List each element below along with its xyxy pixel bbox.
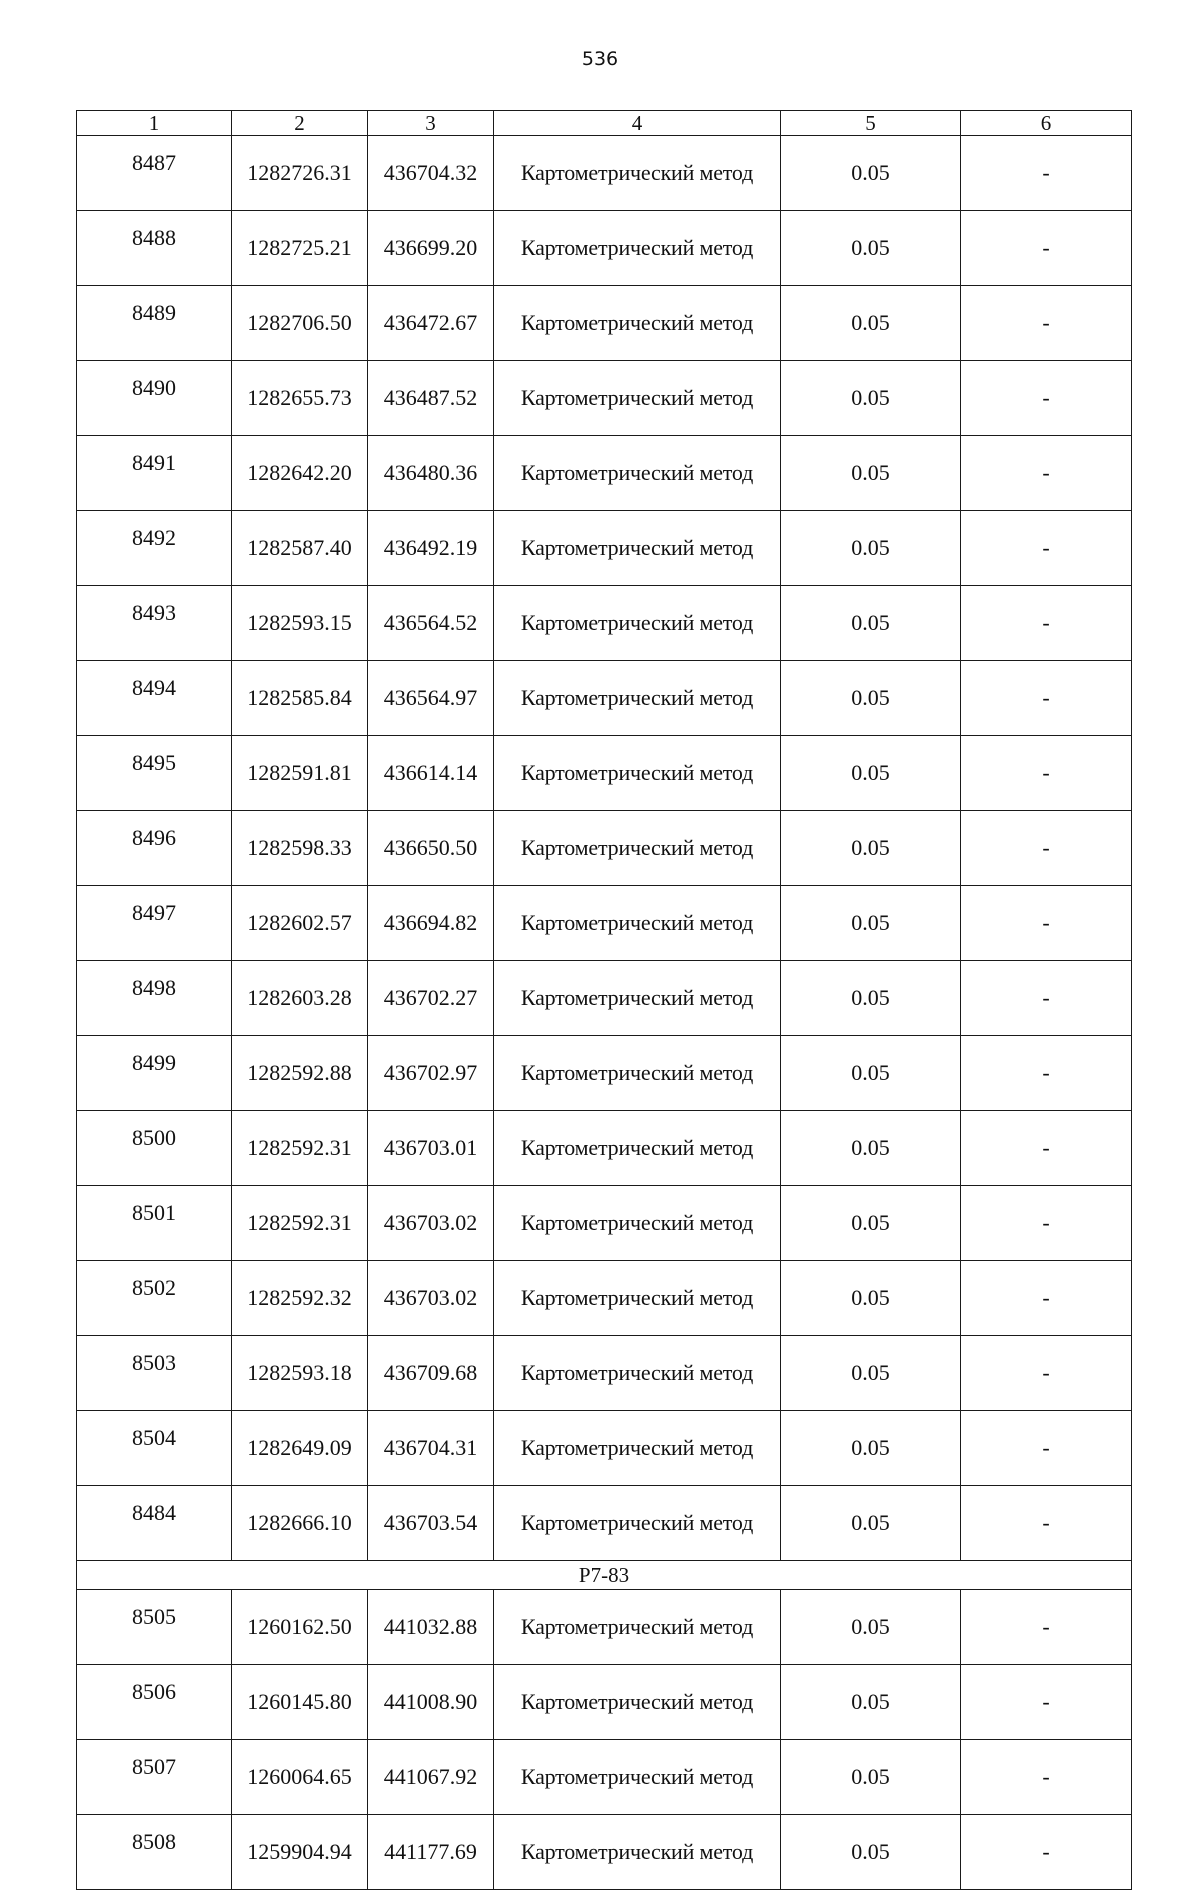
accuracy-cell: 0.05 [781, 1261, 961, 1336]
table-row [77, 586, 1132, 661]
y-coordinate-cell: 436614.14 [368, 736, 494, 811]
x-coordinate-cell: 1282598.33 [232, 811, 368, 886]
column-header: 6 [961, 111, 1132, 136]
y-coordinate-cell: 436480.36 [368, 436, 494, 511]
x-coordinate-cell: 1282603.28 [232, 961, 368, 1036]
accuracy-cell: 0.05 [781, 886, 961, 961]
note-cell: - [961, 1590, 1132, 1665]
accuracy-cell: 0.05 [781, 1336, 961, 1411]
table-body [77, 136, 1132, 1890]
accuracy-cell: 0.05 [781, 1665, 961, 1740]
x-coordinate-cell: 1282666.10 [232, 1486, 368, 1561]
accuracy-cell: 0.05 [781, 811, 961, 886]
y-coordinate-cell: 436704.32 [368, 136, 494, 211]
x-coordinate-cell: 1282649.09 [232, 1411, 368, 1486]
x-coordinate-cell: 1282587.40 [232, 511, 368, 586]
accuracy-cell: 0.05 [781, 211, 961, 286]
point-number-cell: 8493 [77, 586, 232, 661]
point-number-cell: 8488 [77, 211, 232, 286]
point-number-cell: 8494 [77, 661, 232, 736]
y-coordinate-cell: 441177.69 [368, 1815, 494, 1890]
note-cell: - [961, 1815, 1132, 1890]
note-cell: - [961, 586, 1132, 661]
method-cell: Картометрический метод [494, 661, 781, 736]
note-cell: - [961, 961, 1132, 1036]
table-row [77, 1486, 1132, 1561]
note-cell: - [961, 1665, 1132, 1740]
method-cell: Картометрический метод [494, 961, 781, 1036]
note-cell: - [961, 1411, 1132, 1486]
table-row [77, 1411, 1132, 1486]
note-cell: - [961, 511, 1132, 586]
table-row [77, 1815, 1132, 1890]
x-coordinate-cell: 1282592.31 [232, 1111, 368, 1186]
method-cell: Картометрический метод [494, 1111, 781, 1186]
table-row [77, 1111, 1132, 1186]
method-cell: Картометрический метод [494, 1815, 781, 1890]
accuracy-cell: 0.05 [781, 436, 961, 511]
method-cell: Картометрический метод [494, 736, 781, 811]
note-cell: - [961, 1111, 1132, 1186]
accuracy-cell: 0.05 [781, 1815, 961, 1890]
table-row [77, 1336, 1132, 1411]
method-cell: Картометрический метод [494, 1036, 781, 1111]
table-row [77, 811, 1132, 886]
x-coordinate-cell: 1282585.84 [232, 661, 368, 736]
note-cell: - [961, 1261, 1132, 1336]
note-cell: - [961, 1740, 1132, 1815]
note-cell: - [961, 661, 1132, 736]
point-number-cell: 8497 [77, 886, 232, 961]
point-number-cell: 8491 [77, 436, 232, 511]
method-cell: Картометрический метод [494, 1486, 781, 1561]
note-cell: - [961, 211, 1132, 286]
method-cell: Картометрический метод [494, 886, 781, 961]
x-coordinate-cell: 1282592.32 [232, 1261, 368, 1336]
note-cell: - [961, 886, 1132, 961]
method-cell: Картометрический метод [494, 1186, 781, 1261]
point-number-cell: 8501 [77, 1186, 232, 1261]
accuracy-cell: 0.05 [781, 586, 961, 661]
y-coordinate-cell: 436650.50 [368, 811, 494, 886]
table-row [77, 511, 1132, 586]
y-coordinate-cell: 441032.88 [368, 1590, 494, 1665]
column-header: 4 [494, 111, 781, 136]
point-number-cell: 8502 [77, 1261, 232, 1336]
method-cell: Картометрический метод [494, 361, 781, 436]
x-coordinate-cell: 1282602.57 [232, 886, 368, 961]
y-coordinate-cell: 436472.67 [368, 286, 494, 361]
point-number-cell: 8506 [77, 1665, 232, 1740]
table-row [77, 661, 1132, 736]
x-coordinate-cell: 1282706.50 [232, 286, 368, 361]
point-number-cell: 8499 [77, 1036, 232, 1111]
x-coordinate-cell: 1282726.31 [232, 136, 368, 211]
note-cell: - [961, 286, 1132, 361]
y-coordinate-cell: 436694.82 [368, 886, 494, 961]
table-row [77, 961, 1132, 1036]
table-row [77, 736, 1132, 811]
x-coordinate-cell: 1260162.50 [232, 1590, 368, 1665]
note-cell: - [961, 361, 1132, 436]
accuracy-cell: 0.05 [781, 661, 961, 736]
table-row [77, 211, 1132, 286]
note-cell: - [961, 1036, 1132, 1111]
y-coordinate-cell: 436564.52 [368, 586, 494, 661]
method-cell: Картометрический метод [494, 211, 781, 286]
table-row [77, 886, 1132, 961]
y-coordinate-cell: 436703.54 [368, 1486, 494, 1561]
method-cell: Картометрический метод [494, 286, 781, 361]
x-coordinate-cell: 1282725.21 [232, 211, 368, 286]
accuracy-cell: 0.05 [781, 1740, 961, 1815]
method-cell: Картометрический метод [494, 1261, 781, 1336]
y-coordinate-cell: 436703.01 [368, 1111, 494, 1186]
table-row [77, 1186, 1132, 1261]
point-number-cell: 8498 [77, 961, 232, 1036]
column-header: 2 [232, 111, 368, 136]
section-row [77, 1561, 1132, 1590]
accuracy-cell: 0.05 [781, 1590, 961, 1665]
point-number-cell: 8504 [77, 1411, 232, 1486]
point-number-cell: 8503 [77, 1336, 232, 1411]
note-cell: - [961, 1336, 1132, 1411]
point-number-cell: 8495 [77, 736, 232, 811]
x-coordinate-cell: 1282593.15 [232, 586, 368, 661]
x-coordinate-cell: 1260064.65 [232, 1740, 368, 1815]
table-row [77, 1261, 1132, 1336]
point-number-cell: 8500 [77, 1111, 232, 1186]
note-cell: - [961, 1186, 1132, 1261]
method-cell: Картометрический метод [494, 1411, 781, 1486]
point-number-cell: 8490 [77, 361, 232, 436]
method-cell: Картометрический метод [494, 1740, 781, 1815]
accuracy-cell: 0.05 [781, 511, 961, 586]
y-coordinate-cell: 436492.19 [368, 511, 494, 586]
x-coordinate-cell: 1259904.94 [232, 1815, 368, 1890]
header-row [77, 111, 1132, 136]
column-header: 3 [368, 111, 494, 136]
accuracy-cell: 0.05 [781, 361, 961, 436]
point-number-cell: 8507 [77, 1740, 232, 1815]
point-number-cell: 8487 [77, 136, 232, 211]
y-coordinate-cell: 436703.02 [368, 1186, 494, 1261]
y-coordinate-cell: 436699.20 [368, 211, 494, 286]
method-cell: Картометрический метод [494, 586, 781, 661]
accuracy-cell: 0.05 [781, 136, 961, 211]
section-label: Р7-83 [77, 1561, 1132, 1590]
point-number-cell: 8484 [77, 1486, 232, 1561]
table-row [77, 361, 1132, 436]
accuracy-cell: 0.05 [781, 1186, 961, 1261]
y-coordinate-cell: 436704.31 [368, 1411, 494, 1486]
accuracy-cell: 0.05 [781, 736, 961, 811]
x-coordinate-cell: 1282642.20 [232, 436, 368, 511]
y-coordinate-cell: 436709.68 [368, 1336, 494, 1411]
method-cell: Картометрический метод [494, 436, 781, 511]
method-cell: Картометрический метод [494, 511, 781, 586]
accuracy-cell: 0.05 [781, 1411, 961, 1486]
accuracy-cell: 0.05 [781, 1486, 961, 1561]
y-coordinate-cell: 436564.97 [368, 661, 494, 736]
note-cell: - [961, 811, 1132, 886]
x-coordinate-cell: 1282593.18 [232, 1336, 368, 1411]
coordinates-table [76, 110, 1132, 1890]
table-row [77, 1590, 1132, 1665]
point-number-cell: 8492 [77, 511, 232, 586]
method-cell: Картометрический метод [494, 1336, 781, 1411]
y-coordinate-cell: 441008.90 [368, 1665, 494, 1740]
table-row [77, 1665, 1132, 1740]
y-coordinate-cell: 436703.02 [368, 1261, 494, 1336]
x-coordinate-cell: 1260145.80 [232, 1665, 368, 1740]
note-cell: - [961, 136, 1132, 211]
point-number-cell: 8489 [77, 286, 232, 361]
table-row [77, 1740, 1132, 1815]
y-coordinate-cell: 441067.92 [368, 1740, 494, 1815]
table-row [77, 286, 1132, 361]
accuracy-cell: 0.05 [781, 1111, 961, 1186]
note-cell: - [961, 436, 1132, 511]
column-header: 1 [77, 111, 232, 136]
y-coordinate-cell: 436702.27 [368, 961, 494, 1036]
x-coordinate-cell: 1282655.73 [232, 361, 368, 436]
x-coordinate-cell: 1282592.31 [232, 1186, 368, 1261]
accuracy-cell: 0.05 [781, 961, 961, 1036]
column-header: 5 [781, 111, 961, 136]
y-coordinate-cell: 436702.97 [368, 1036, 494, 1111]
page-number: 536 [581, 48, 619, 70]
table-row [77, 1036, 1132, 1111]
point-number-cell: 8496 [77, 811, 232, 886]
method-cell: Картометрический метод [494, 136, 781, 211]
y-coordinate-cell: 436487.52 [368, 361, 494, 436]
method-cell: Картометрический метод [494, 1590, 781, 1665]
x-coordinate-cell: 1282592.88 [232, 1036, 368, 1111]
point-number-cell: 8508 [77, 1815, 232, 1890]
note-cell: - [961, 736, 1132, 811]
x-coordinate-cell: 1282591.81 [232, 736, 368, 811]
point-number-cell: 8505 [77, 1590, 232, 1665]
accuracy-cell: 0.05 [781, 286, 961, 361]
table-row [77, 436, 1132, 511]
note-cell: - [961, 1486, 1132, 1561]
method-cell: Картометрический метод [494, 811, 781, 886]
method-cell: Картометрический метод [494, 1665, 781, 1740]
accuracy-cell: 0.05 [781, 1036, 961, 1111]
table-row [77, 136, 1132, 211]
